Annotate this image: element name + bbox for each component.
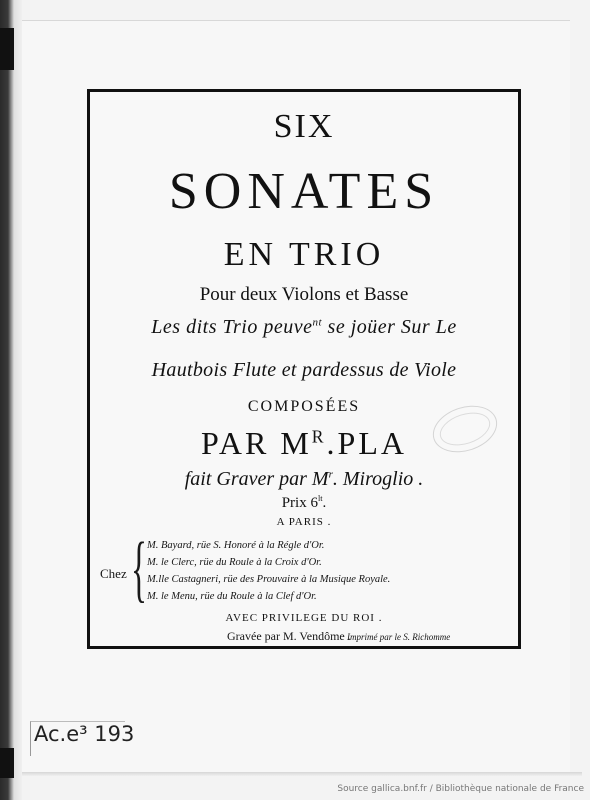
instrumentation-line: Pour deux Violons et Basse	[199, 284, 409, 305]
printer-line: Imprimé par le S. Richomme	[347, 632, 451, 642]
text-part: .	[322, 495, 327, 511]
book-spine	[0, 0, 22, 800]
address-line: M. le Menu, rüe du Roule à la Clef d'Or.	[147, 591, 317, 602]
superscript: r	[328, 468, 333, 481]
text-part: se joüer Sur Le	[322, 316, 457, 338]
alternative-instruments-line	[87, 316, 521, 339]
page-edge	[22, 772, 582, 776]
text-part: PAR M	[201, 425, 312, 461]
gravee-line: Gravée par M. Vendôme .	[227, 629, 351, 643]
text-part: Prix 6	[281, 495, 318, 511]
title-sonates: SONATES	[168, 163, 440, 220]
superscript: nt	[312, 316, 323, 329]
privilege-line: AVEC PRIVILEGE DU ROI .	[225, 612, 383, 624]
brace-icon: {	[131, 528, 147, 610]
spine-tab	[0, 748, 14, 778]
text-part: fait Graver par M	[184, 468, 329, 490]
price-line	[87, 494, 521, 512]
text-part: .PLA	[326, 425, 407, 461]
address-line: M. le Clerc, rüe du Roule à la Croix d'Or.	[147, 557, 322, 568]
superscript: lt	[317, 494, 323, 503]
address-line: M. Bayard, rüe S. Honoré à la Régle d'Or.	[147, 540, 325, 551]
source-credit: Source gallica.bnf.fr / Bibliothèque nationale de France	[337, 784, 584, 794]
composees-line: COMPOSÉES	[247, 398, 361, 415]
text-part: . Miroglio .	[332, 468, 424, 490]
address-line: M.lle Castagneri, rüe des Prouvaire à la Musique Royale.	[147, 574, 391, 585]
title-en-trio: EN TRIO	[223, 236, 385, 273]
text-part: Les dits Trio peuve	[151, 316, 313, 338]
hautbois-line: Hautbois Flute et pardessus de Viole	[151, 359, 457, 381]
engraver-line	[87, 468, 521, 491]
place-line: A PARIS .	[276, 516, 332, 528]
spine-tab	[0, 28, 14, 70]
call-number: Ac.e³ 193	[34, 722, 135, 746]
chez-label: Chez	[100, 566, 127, 581]
superscript: R	[311, 426, 327, 447]
title-six: SIX	[273, 108, 335, 145]
